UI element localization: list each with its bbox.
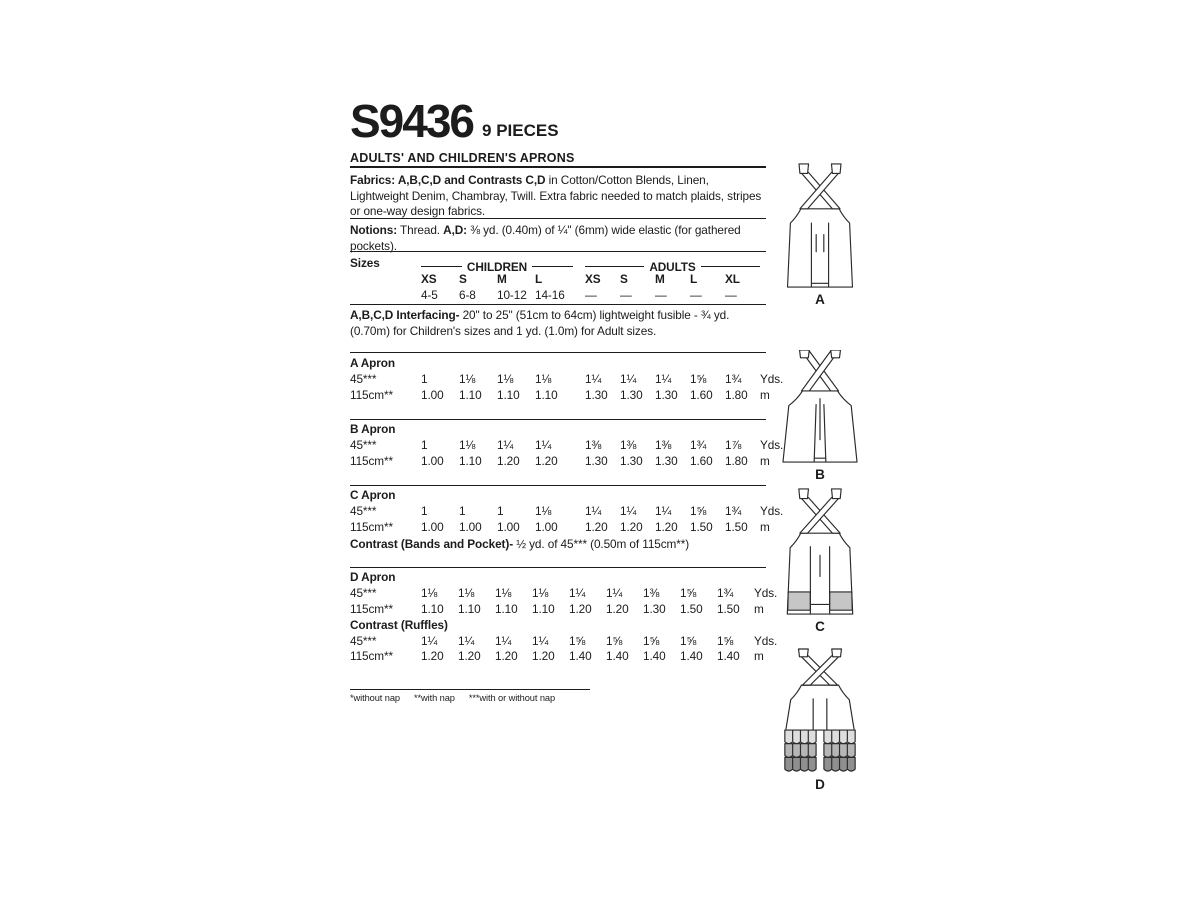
yardage-value: 1⅜ [620,438,637,452]
view-b [776,350,864,482]
row-label: 45*** [350,438,377,452]
yardage-value: 1⅝ [680,586,697,600]
yardage-value: 1¾ [725,372,742,386]
pieces-count: 9 PIECES [482,121,559,140]
view-d-label: D [815,777,825,792]
yardage-value: 1.20 [421,649,444,664]
size-col: S [620,271,628,286]
apron-d-drawing [776,648,864,774]
yardage-value: 1¾ [717,586,734,600]
yardage-value: 1¼ [585,504,602,518]
size-range: 14-16 [535,287,565,302]
yardage-row-115 [350,453,770,470]
yardage-section-d [350,570,778,665]
yardage-value: 1⅛ [495,586,512,600]
divider [350,304,766,305]
unit-label: m [760,387,770,402]
row-label: 115cm** [350,387,394,402]
yardage-value: 1.50 [680,601,703,616]
yardage-value: 1⅞ [725,438,742,452]
yardage-value: 1.30 [585,387,608,402]
yardage-row-45 [350,504,784,520]
section-title: D Apron [350,570,396,584]
yardage-value: 1.40 [569,649,592,664]
yardage-value: 1¼ [655,504,672,518]
size-col: XS [585,271,601,286]
yardage-value: 1⅛ [535,372,552,386]
yardage-row-45 [350,438,784,454]
row-label: 115cm** [350,601,394,616]
yardage-value: 1⅜ [643,586,660,600]
yardage-value: 1.50 [690,519,713,534]
yardage-value: 1¼ [535,438,552,452]
yardage-value: 1.40 [643,649,666,664]
yardage-value: 1.10 [459,387,482,402]
yardage-value: 1¼ [620,372,637,386]
yardage-section-b [350,422,784,470]
yardage-value: 1.40 [606,649,629,664]
yardage-value: 1¼ [606,586,623,600]
yardage-value: 1.00 [421,453,444,468]
size-col: L [690,271,698,286]
footnote-with-or-without-nap: ***with or without nap [468,693,556,703]
yardage-value: 1.40 [680,649,703,664]
footnote-with-nap: **with nap [413,693,455,703]
yardage-value: 1.00 [421,519,444,534]
contrast-label: Contrast (Bands and Pocket)- [350,536,514,551]
view-c-label: C [815,619,825,634]
footnotes [350,693,555,703]
notions-label: Notions: [350,223,398,237]
yardage-value: 1¼ [569,586,586,600]
yardage-row-45 [350,586,778,602]
yardage-value: 1.80 [725,387,748,402]
yardage-section-c [350,488,784,552]
view-b-label: B [815,467,825,482]
unit-label: Yds. [760,372,784,386]
notions-views-label: A,D: [443,223,468,237]
yardage-value: 1.20 [655,519,678,534]
row-label: 45*** [350,633,377,648]
divider [421,266,462,267]
section-title: C Apron [350,488,396,502]
yardage-value: 1¼ [585,372,602,386]
size-group-row [350,256,766,272]
yardage-value: 1.10 [532,601,555,616]
divider [532,266,573,267]
row-label: 45*** [350,504,377,518]
yardage-section-a [350,356,784,404]
row-label: 115cm** [350,519,394,534]
unit-label: Yds. [760,438,784,452]
yardage-value: 1⅜ [585,438,602,452]
yardage-value: 1.50 [725,519,748,534]
interfacing-paragraph [350,308,766,339]
row-label: 115cm** [350,453,394,468]
yardage-value: 1.20 [495,649,518,664]
contrast-note [350,537,766,553]
yardage-value: 1⅛ [535,504,552,518]
divider [701,266,760,267]
yardage-value: 1.60 [690,387,713,402]
yardage-value: 1¼ [620,504,637,518]
notions-detail: ⅜ yd. (0.40m) of ¼" (6mm) wide elastic (for gathered pockets). [350,223,741,253]
yardage-value: 1⅝ [690,504,707,518]
size-col: XL [725,271,740,286]
pattern-number: S9436 [350,95,474,147]
yardage-value: 1.10 [458,601,481,616]
divider [350,218,766,219]
yardage-value: 1.00 [421,387,444,402]
unit-label: m [754,601,764,616]
yardage-value: 1.30 [620,453,643,468]
yardage-value: 1.10 [497,387,520,402]
unit-label: Yds. [754,586,778,600]
yardage-value: 1¼ [458,633,475,648]
fabrics-label: Fabrics: A,B,C,D and Contrasts C,D [350,173,546,187]
yardage-value: 1¼ [655,372,672,386]
yardage-value: 1¼ [532,633,549,648]
view-a-label: A [815,292,825,307]
notions-text: Thread. [397,223,444,237]
yardage-value: 1⅛ [458,586,475,600]
yardage-value: 1 [421,504,428,518]
interfacing-label: A,B,C,D Interfacing- [350,308,460,322]
yardage-value: 1⅛ [459,372,476,386]
yardage-value: 1.30 [655,387,678,402]
size-range: 10-12 [497,287,527,302]
yardage-value: 1¼ [495,633,512,648]
sizes-table-header [350,256,766,303]
children-group-label: CHILDREN [466,259,528,274]
divider [585,266,644,267]
footnote-without-nap: *without nap [350,693,400,703]
yardage-value: 1.40 [717,649,740,664]
divider [350,352,766,353]
unit-label: Yds. [760,504,784,518]
yardage-value: 1¼ [497,438,514,452]
yardage-value: 1.80 [725,453,748,468]
fabrics-paragraph [350,173,766,220]
yardage-value: 1.10 [421,601,444,616]
apron-c-drawing [776,488,864,616]
size-range: 4-5 [421,287,438,302]
yardage-value: 1 [421,438,428,452]
size-col: S [459,271,467,286]
yardage-row-115 [350,519,770,536]
yardage-value: 1⅝ [569,633,586,648]
yardage-value: 1.30 [643,601,666,616]
view-a [776,162,864,307]
yardage-value: 1¼ [421,633,438,648]
yardage-value: 1⅝ [643,633,660,648]
yardage-value: 1 [497,504,504,518]
size-range: — [620,287,632,302]
divider [350,251,766,252]
yardage-value: 1.30 [585,453,608,468]
size-col: M [497,271,507,286]
yardage-value: 1⅛ [497,372,514,386]
yardage-value: 1⅛ [532,586,549,600]
yardage-row-45 [350,372,784,388]
yardage-value: 1.20 [569,601,592,616]
yardage-value: 1⅜ [655,438,672,452]
yardage-value: 1.20 [535,453,558,468]
view-c [776,488,864,634]
notions-paragraph [350,223,766,254]
yardage-value: 1.20 [620,519,643,534]
size-range: — [725,287,737,302]
size-range: 6-8 [459,287,476,302]
row-label: 115cm** [350,649,394,664]
yardage-value: 1.20 [585,519,608,534]
yardage-value: 1.20 [606,601,629,616]
divider [350,166,766,168]
yardage-value: 1⅛ [421,586,438,600]
yardage-value: 1.20 [458,649,481,664]
divider [350,567,766,568]
yardage-value: 1.00 [459,519,482,534]
yardage-value: 1.00 [497,519,520,534]
yardage-value: 1⅝ [717,633,734,648]
yardage-value: 1⅝ [680,633,697,648]
section-title: A Apron [350,356,395,370]
yardage-value: 1.60 [690,453,713,468]
yardage-value: 1⅝ [606,633,623,648]
unit-label: m [760,453,770,468]
size-col: XS [421,271,437,286]
contrast-text: ½ yd. of 45*** (0.50m of 115cm**) [513,536,690,551]
size-range: — [655,287,667,302]
size-col: L [535,271,543,286]
yardage-value: 1⅝ [690,372,707,386]
yardage-value: 1.50 [717,601,740,616]
yardage-row-115 [350,602,766,618]
yardage-row-115 [350,387,770,404]
title-bar [350,95,559,147]
size-range-row [350,288,766,304]
yardage-value: 1.20 [497,453,520,468]
divider [350,419,766,420]
yardage-value: 1.30 [620,387,643,402]
interfacing-text: 20" to 25" (51cm to 64cm) lightweight fusible - ¾ yd. (0.70m) for Children's sizes and 1 yd. (1.0m) for Adult sizes. [350,308,730,338]
sizes-label: Sizes [350,256,380,270]
section-title: B Apron [350,422,396,436]
size-col: M [655,271,665,286]
row-label: 45*** [350,586,377,600]
apron-a-drawing [776,162,864,289]
yardage-value: 1.10 [459,453,482,468]
divider [350,689,590,690]
size-range: — [690,287,702,302]
yardage-value: 1.00 [535,519,558,534]
fabrics-text: in Cotton/Cotton Blends, Linen, Lightweight Denim, Chambray, Twill. Extra fabric needed to match plaids, stripes or one-way design fabrics. [350,173,762,218]
divider [350,485,766,486]
yardage-value: 1¾ [725,504,742,518]
yardage-row-45 [350,633,778,650]
yardage-value: 1 [421,372,428,386]
yardage-value: 1.10 [535,387,558,402]
size-letter-row [350,272,766,288]
size-range: — [585,287,597,302]
contrast-ruffles-title: Contrast (Ruffles) [350,617,448,632]
yardage-value: 1.20 [532,649,555,664]
unit-label: m [754,649,764,664]
adults-group-label: ADULTS [649,259,696,274]
page-title: ADULTS' AND CHILDREN'S APRONS [350,151,575,165]
yardage-value: 1¾ [690,438,707,452]
yardage-value: 1 [459,504,466,518]
unit-label: m [760,519,770,534]
row-label: 45*** [350,372,377,386]
yardage-value: 1.30 [655,453,678,468]
apron-b-drawing [776,350,864,464]
view-d [776,648,864,792]
yardage-value: 1.10 [495,601,518,616]
yardage-value: 1⅛ [459,438,476,452]
yardage-row-115 [350,649,766,665]
unit-label: Yds. [754,633,778,648]
